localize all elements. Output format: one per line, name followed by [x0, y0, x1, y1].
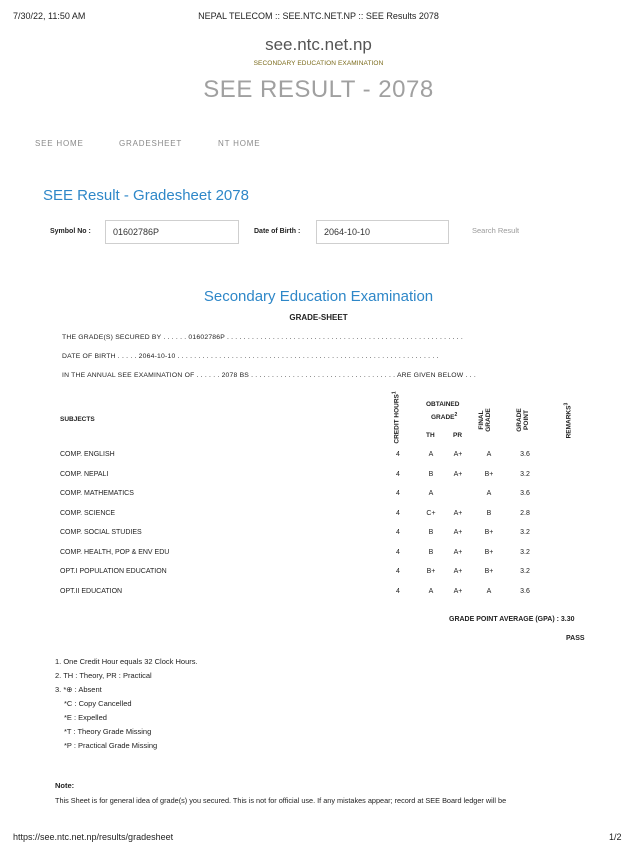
table-row: [0, 568, 637, 580]
header-pr: PR: [453, 432, 463, 439]
header-th: TH: [426, 432, 435, 439]
cell-subject: COMP. NEPALI: [60, 470, 109, 478]
cell-credit: 4: [396, 470, 400, 478]
cell-th: A: [428, 587, 434, 595]
header-grade-point: [508, 403, 538, 437]
table-row: [0, 510, 637, 522]
cell-grade-point: 3.6: [520, 451, 530, 458]
cell-final-grade: A: [486, 451, 492, 458]
dob-line: DATE OF BIRTH . . . . . 2064-10-10 . . . . . . . . . . . . . . . . . . . . . . . . . . . . . . . . . . . . . . . . . . . . . . . . . . . . . . . . . . . . . . .: [62, 353, 439, 360]
header-remarks-sup: 3: [563, 402, 570, 406]
page-heading: SEE RESULT - 2078: [203, 76, 434, 103]
dob-input[interactable]: [316, 220, 449, 244]
gpa-text: GRADE POINT AVERAGE (GPA) : 3.30: [449, 616, 575, 623]
note-3: 3. *⊕ : Absent: [55, 685, 102, 694]
table-row: [0, 490, 637, 502]
cell-credit: 4: [396, 568, 400, 575]
note-copy-cancelled: *C : Copy Cancelled: [64, 699, 132, 708]
table-row: [0, 529, 637, 541]
legend-notes: [55, 655, 198, 753]
dob-label: Date of Birth :: [254, 228, 301, 235]
cell-pr: A+: [453, 568, 463, 575]
header-grade-text: GRADE: [431, 414, 455, 422]
site-name: see.ntc.net.np: [265, 35, 372, 54]
header-credit-sup: 1: [391, 391, 398, 395]
cell-subject: OPT.II EDUCATION: [60, 587, 123, 595]
header-credit-hours-text: CREDIT HOURS: [393, 394, 401, 444]
cell-grade-point: 2.8: [520, 509, 530, 517]
note-disclaimer: This Sheet is for general idea of grade(s) you secured. This is not for official use. If any mistakes appear; record at SEE Board ledger will be: [55, 796, 507, 805]
print-datetime: 7/30/22, 11:50 AM: [13, 11, 86, 21]
cell-pr: A+: [453, 529, 463, 536]
symbol-label: Symbol No :: [50, 228, 91, 235]
note-1: 1. One Credit Hour equals 32 Clock Hours.: [55, 657, 198, 666]
cell-th: C+: [426, 509, 436, 517]
print-page-title: NEPAL TELECOM :: SEE.NTC.NET.NP :: SEE Results 2078: [198, 11, 439, 21]
header-grade-sup: 2: [454, 412, 458, 418]
cell-subject: COMP. SCIENCE: [60, 509, 116, 517]
search-result-button[interactable]: Search Result: [472, 226, 520, 235]
cell-credit: 4: [396, 490, 400, 497]
note-title: Note:: [55, 781, 75, 790]
cell-subject: COMP. MATHEMATICS: [60, 490, 134, 497]
table-row: [0, 451, 637, 463]
cell-final-grade: A: [486, 587, 492, 595]
symbol-input[interactable]: [105, 220, 239, 244]
cell-th: B: [428, 470, 434, 478]
cell-grade-point: 3.2: [520, 470, 530, 478]
table-row: [0, 588, 637, 600]
header-remarks-text: REMARKS: [565, 405, 573, 439]
cell-grade-point: 3.6: [520, 587, 530, 595]
cell-th: A: [428, 451, 434, 458]
note-expelled: *E : Expelled: [64, 713, 107, 722]
cell-grade-point: 3.6: [520, 490, 530, 497]
note-2: 2. TH : Theory, PR : Practical: [55, 671, 152, 680]
header-remarks: [556, 402, 580, 442]
cell-credit: 4: [396, 451, 400, 458]
cell-credit: 4: [396, 529, 400, 536]
cell-final-grade: A: [486, 490, 492, 497]
cell-final-grade: B+: [484, 568, 494, 575]
nav-see-home[interactable]: SEE HOME: [35, 139, 84, 148]
cell-final-grade: B+: [484, 548, 494, 556]
header-grade: [431, 412, 457, 421]
cell-th: B: [428, 529, 434, 536]
cell-final-grade: B: [486, 509, 492, 517]
cell-pr: A+: [453, 451, 463, 458]
cell-credit: 4: [396, 548, 400, 556]
print-page-number: 1/2: [609, 832, 622, 842]
table-row: [0, 549, 637, 561]
note-theory-missing: *T : Theory Grade Missing: [64, 727, 152, 736]
note-practical-missing: *P : Practical Grade Missing: [64, 741, 158, 750]
cell-subject: COMP. HEALTH, POP & ENV EDU: [60, 548, 170, 556]
cell-th: B+: [426, 568, 436, 575]
cell-th: B: [428, 548, 434, 556]
header-grade-point-text: GRADE POINT: [516, 408, 530, 432]
header-final-grade-text: FINAL GRADE: [478, 408, 492, 432]
cell-pr: A+: [453, 509, 463, 517]
cell-grade-point: 3.2: [520, 548, 530, 556]
result-status: PASS: [566, 635, 585, 642]
exam-line: IN THE ANNUAL SEE EXAMINATION OF . . . . . . 2078 BS . . . . . . . . . . . . . . . . . . . . . . . . . . . . . . . . . . . ARE GIVEN BELOW . . .: [62, 372, 476, 379]
cell-grade-point: 3.2: [520, 529, 530, 536]
nav-gradesheet[interactable]: GRADESHEET: [119, 139, 183, 148]
cell-final-grade: B+: [484, 470, 494, 478]
cell-grade-point: 3.2: [520, 568, 530, 575]
cell-credit: 4: [396, 587, 400, 595]
table-row: [0, 471, 637, 483]
print-url: https://see.ntc.net.np/results/gradesheet: [13, 832, 174, 842]
form-title: SEE Result - Gradesheet 2078: [43, 187, 249, 204]
header-obtained: OBTAINED: [426, 401, 460, 408]
header-final-grade: [474, 403, 504, 437]
cell-pr: A+: [453, 548, 463, 556]
cell-credit: 4: [396, 509, 400, 517]
cell-subject: OPT.I POPULATION EDUCATION: [60, 568, 167, 575]
header-credit-hours: [378, 391, 414, 444]
site-subtitle: SECONDARY EDUCATION EXAMINATION: [253, 60, 384, 67]
secured-by-line: THE GRADE(S) SECURED BY . . . . . . 01602786P . . . . . . . . . . . . . . . . . . . . . . . . . . . . . . . . . . . . . . . . . . . . . . . . . . . . . . . . .: [62, 334, 463, 341]
header-subjects: SUBJECTS: [60, 416, 95, 423]
cell-pr: A+: [453, 587, 463, 595]
cell-pr: A+: [453, 470, 463, 478]
exam-title: Secondary Education Examination: [203, 288, 434, 305]
cell-final-grade: B+: [484, 529, 494, 536]
cell-subject: COMP. ENGLISH: [60, 451, 115, 458]
nav-nt-home[interactable]: NT HOME: [218, 139, 261, 148]
gradesheet-title: GRADE-SHEET: [289, 313, 348, 322]
cell-subject: COMP. SOCIAL STUDIES: [60, 529, 142, 536]
cell-th: A: [428, 490, 434, 497]
